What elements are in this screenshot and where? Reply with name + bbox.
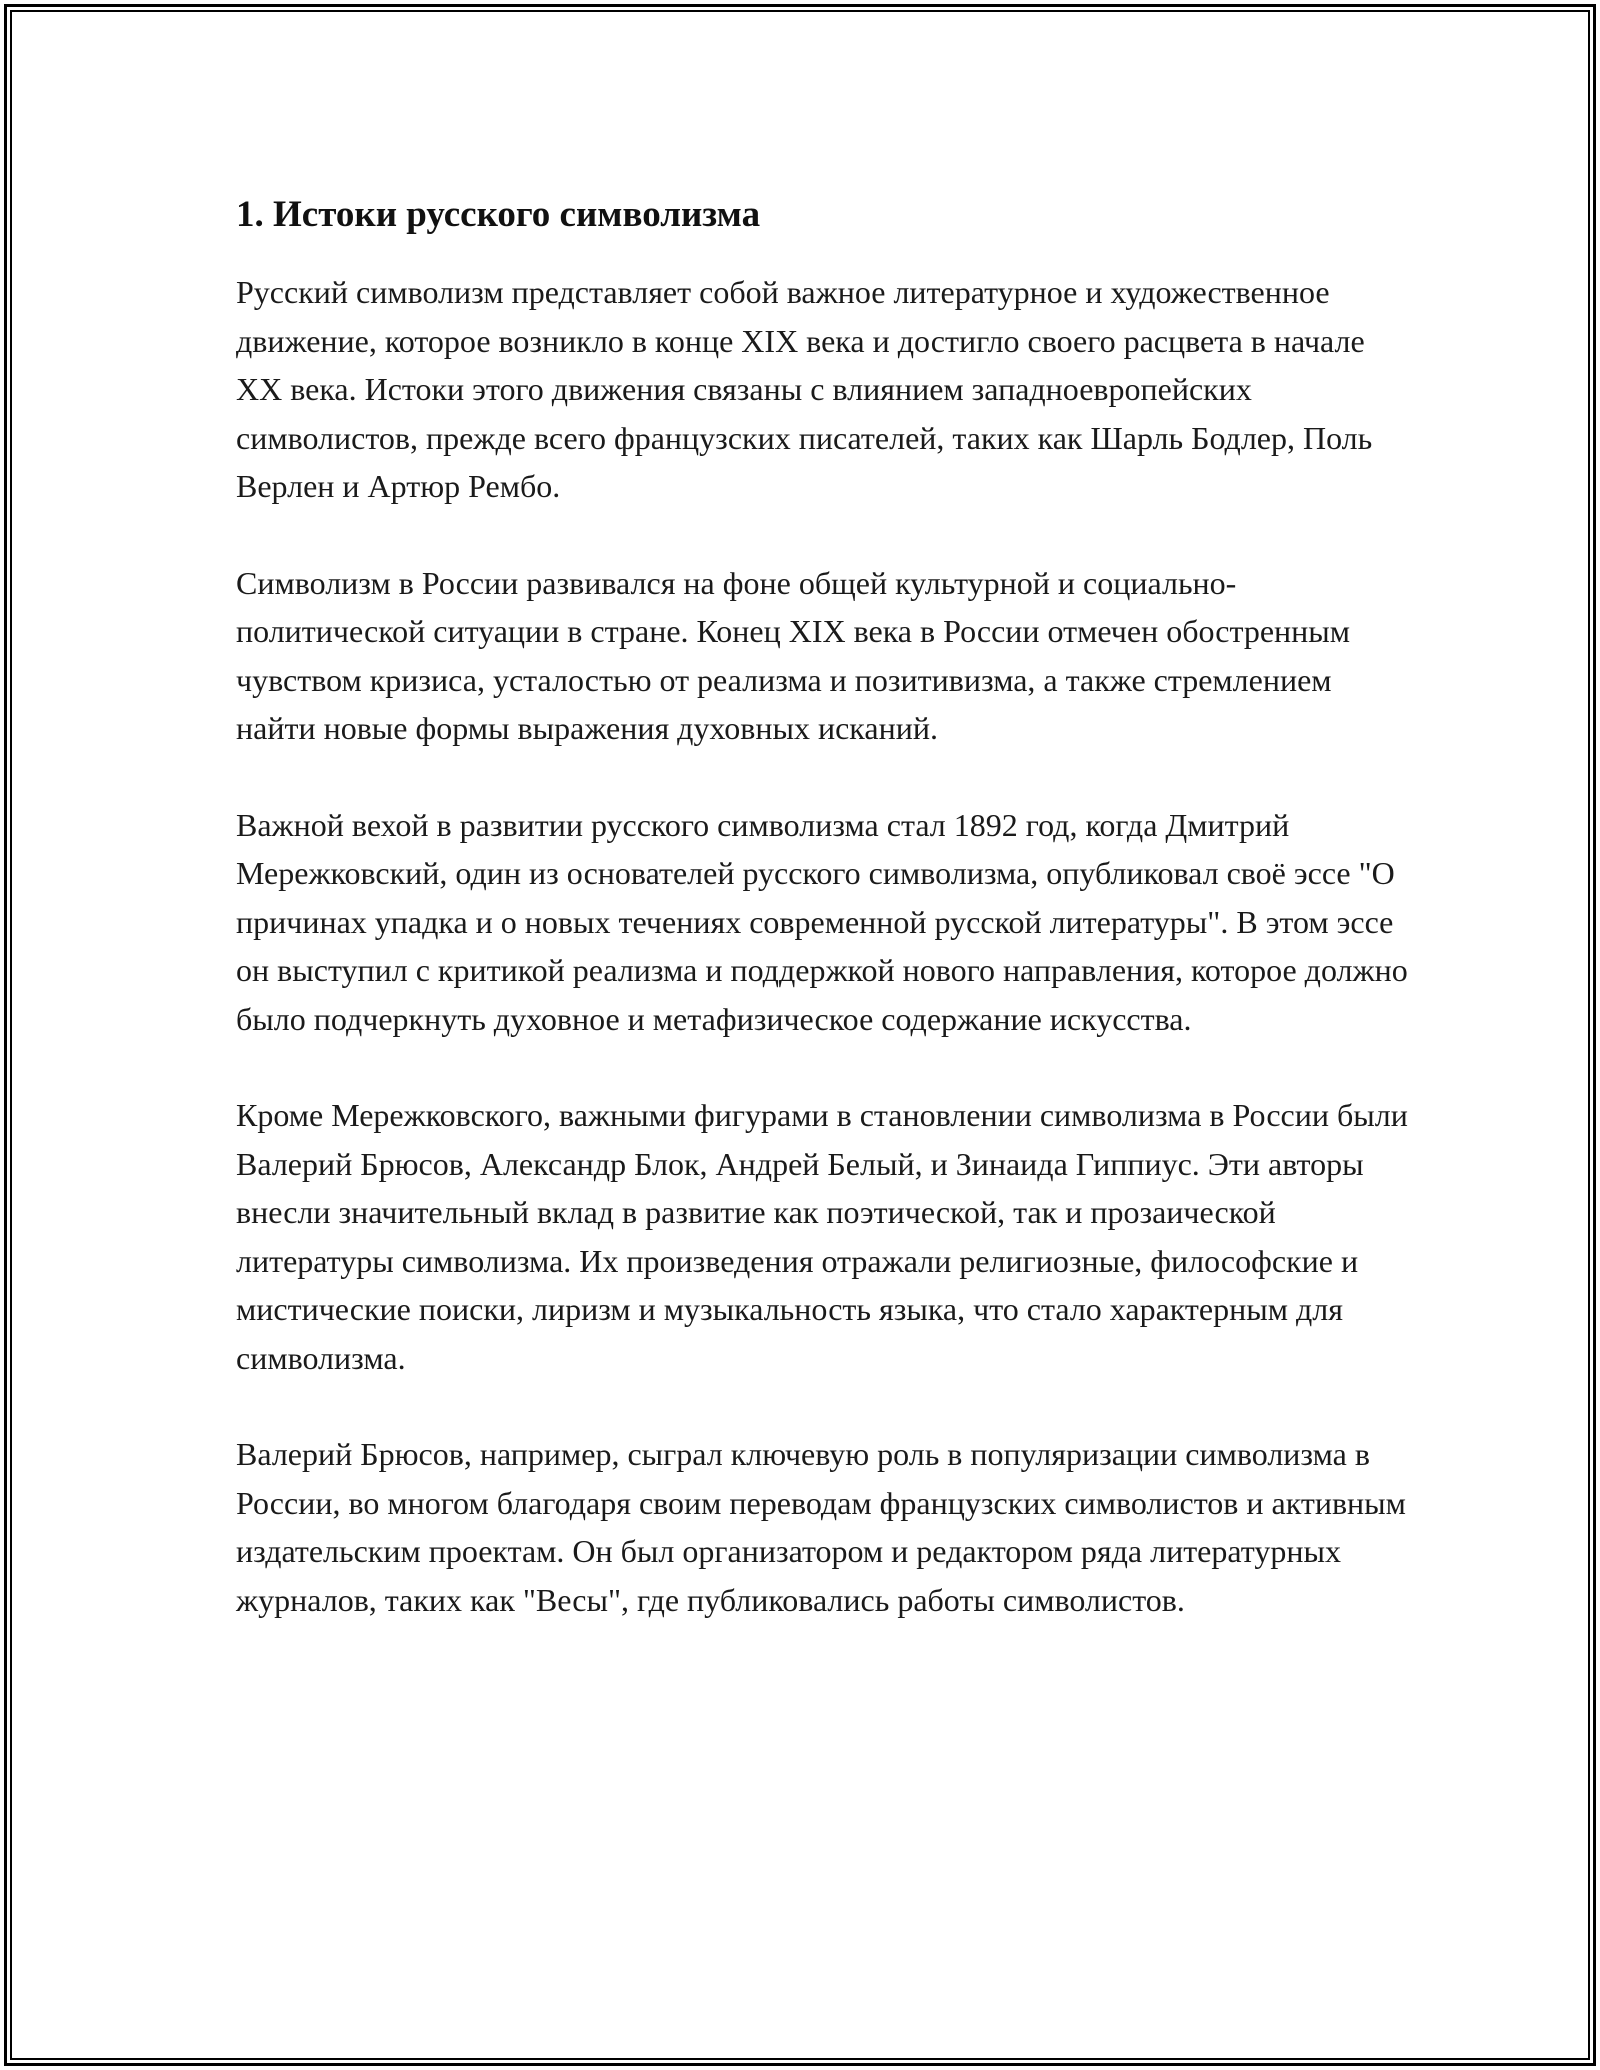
paragraph-bryusov: Валерий Брюсов, например, сыграл ключевую роль в популяризации символизма в России, во многом благодаря своим переводам французских символистов и активным издательским проектам. Он был организатором и редактором ряда литературных журналов, таких как "Весы", где публиковались работы символистов. — [236, 1436, 1406, 1618]
paragraph-key-figures: Кроме Мережковского, важными фигурами в становлении символизма в России были Валерий Брюсов, Александр Блок, Андрей Белый, и Зинаида Гиппиус. Эти авторы внесли значительный вклад в развитие как поэтической, так и прозаической литературы символизма. Их произведения отражали религиозные, философские и мистические поиски, лиризм и музыкальность языка, что стало характерным для символизма. — [236, 1097, 1408, 1376]
paragraph-context: Символизм в России развивался на фоне общей культурной и социально-политической ситуации в стране. Конец XIX века в России отмечен обостренным чувством кризиса, усталостью от реализма и позитивизма, а также стремлением найти новые формы выражения духовных исканий. — [236, 564, 1351, 746]
document-body — [236, 190, 1416, 1672]
section-title: 1. Истоки русского символизма — [236, 194, 761, 235]
paragraph-merezhkovsky: Важной вехой в развитии русского символизма стал 1892 год, когда Дмитрий Мережковский, один из основателей русского символизма, опубликовал своё эссе "О причинах упадка и о новых течениях современной русской литературы". В этом эссе он выступил с критикой реализма и поддержкой нового направления, которое должно было подчеркнуть духовное и метафизическое содержание искусства. — [236, 806, 1408, 1037]
paragraph-origins: Русский символизм представляет собой важное литературное и художественное движение, которое возникло в конце XIX века и достигло своего расцвета в начале XX века. Истоки этого движения связаны с влиянием западноевропейских символистов, прежде всего французских писателей, таких как Шарль Бодлер, Поль Верлен и Артюр Рембо. — [236, 274, 1373, 504]
